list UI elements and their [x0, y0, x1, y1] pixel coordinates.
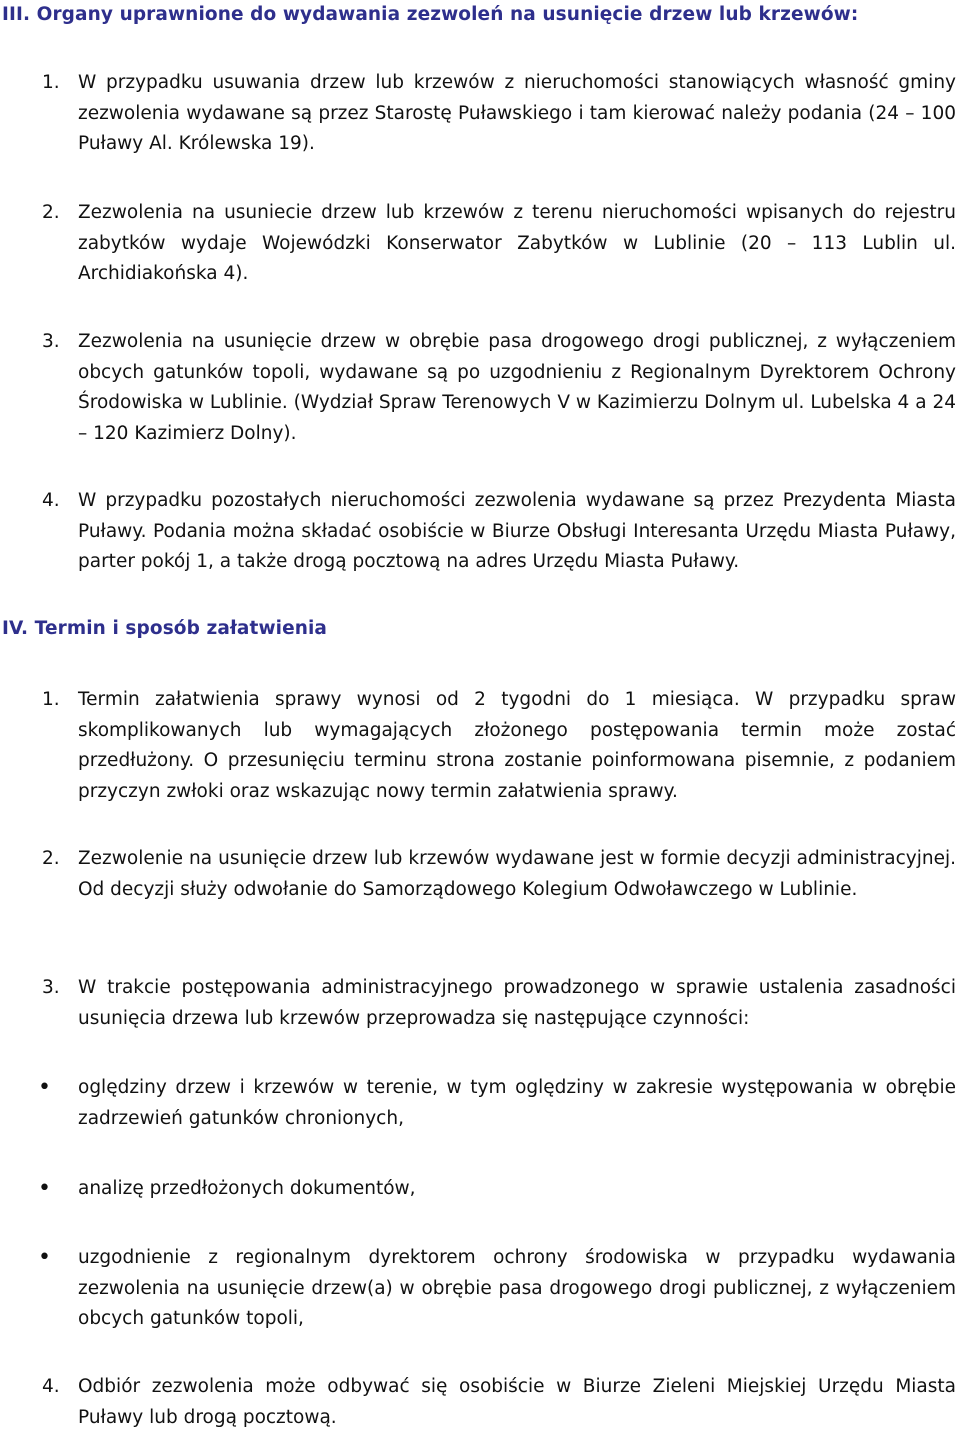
list-item-text: Zezwolenia na usunięcie drzew w obrębie pasa drogowego drogi publicznej, z wyłączeniem obcych gatunków topoli, wydawane są po uzgodnieniu z Regionalnym Dyrektorem Ochrony Środowiska w Lublinie. (Wydział Spraw Terenowych V w Kazimierzu Dolnym ul. Lubelska 4 a 24 – 120 Kazimierz Dolny). — [78, 331, 956, 444]
bullet-icon: • — [38, 1176, 51, 1201]
list-item-iii-2 — [0, 198, 956, 290]
list-item-iii-3 — [0, 327, 956, 449]
list-number: 1. — [42, 689, 60, 710]
list-number: 2. — [42, 202, 60, 223]
list-item-iv-3 — [0, 973, 956, 1034]
list-item-text: Zezwolenie na usunięcie drzew lub krzewów wydawane jest w formie decyzji administracyjnej. Od decyzji służy odwołanie do Samorządowego Kolegium Odwoławczego w Lublinie. — [78, 848, 956, 900]
list-item-text: oględziny drzew i krzewów w terenie, w tym oględziny w zakresie występowania w obrębie zadrzewień gatunków chronionych, — [78, 1077, 956, 1129]
list-item-text: uzgodnienie z regionalnym dyrektorem ochrony środowiska w przypadku wydawania zezwolenia na usunięcie drzew(a) w obrębie pasa drogowego drogi publicznej, z wyłączeniem obcych gatunków topoli, — [78, 1247, 956, 1329]
list-item-text: analizę przedłożonych dokumentów, — [78, 1178, 416, 1199]
bullet-item-analysis — [0, 1174, 956, 1205]
list-item-iv-2 — [0, 844, 956, 905]
section-heading-iii: III. Organy uprawnione do wydawania zezwoleń na usunięcie drzew lub krzewów: — [2, 4, 859, 25]
list-number: 3. — [42, 977, 60, 998]
bullet-icon: • — [38, 1245, 51, 1270]
list-number: 2. — [42, 848, 60, 869]
list-number: 1. — [42, 72, 60, 93]
list-number: 3. — [42, 331, 60, 352]
list-number: 4. — [42, 490, 60, 511]
list-item-iii-4 — [0, 486, 956, 578]
list-item-iv-4 — [0, 1372, 956, 1433]
bullet-item-inspection — [0, 1073, 956, 1134]
list-item-text: W przypadku pozostałych nieruchomości zezwolenia wydawane są przez Prezydenta Miasta Puławy. Podania można składać osobiście w Biurze Obsługi Interesanta Urzędu Miasta Puławy, parter pokój 1, a także drogą pocztową na adres Urzędu Miasta Puławy. — [78, 490, 956, 572]
section-heading-iv: IV. Termin i sposób załatwienia — [2, 618, 328, 639]
list-item-iv-1 — [0, 685, 956, 807]
bullet-icon: • — [38, 1075, 51, 1100]
list-item-text: Zezwolenia na usuniecie drzew lub krzewów z terenu nieruchomości wpisanych do rejestru zabytków wydaje Wojewódzki Konserwator Zabytków w Lublinie (20 – 113 Lublin ul. Archidiakońska 4). — [78, 202, 956, 284]
bullet-item-agreement — [0, 1243, 956, 1335]
list-item-text: W trakcie postępowania administracyjnego prowadzonego w sprawie ustalenia zasadności usunięcia drzewa lub krzewów przeprowadza się następujące czynności: — [78, 977, 956, 1029]
list-number: 4. — [42, 1376, 60, 1397]
list-item-text: Odbiór zezwolenia może odbywać się osobiście w Biurze Zieleni Miejskiej Urzędu Miasta Puławy lub drogą pocztową. — [78, 1376, 956, 1428]
list-item-text: Termin załatwienia sprawy wynosi od 2 tygodni do 1 miesiąca. W przypadku spraw skomplikowanych lub wymagających złożonego postępowania termin może zostać przedłużony. O przesunięciu terminu strona zostanie poinformowana pisemnie, z podaniem przyczyn zwłoki oraz wskazując nowy termin załatwienia sprawy. — [78, 689, 956, 802]
list-item-text: W przypadku usuwania drzew lub krzewów z nieruchomości stanowiących własność gminy zezwolenia wydawane są przez Starostę Puławskiego i tam kierować należy podania (24 – 100 Puławy Al. Królewska 19). — [78, 72, 956, 154]
list-item-iii-1 — [0, 68, 956, 160]
